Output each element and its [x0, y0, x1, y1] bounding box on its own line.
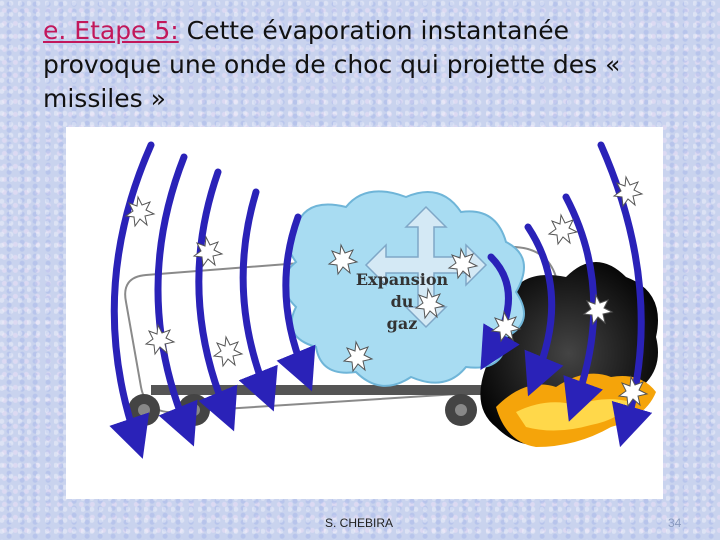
label-du: du [390, 292, 414, 311]
gas-cloud [284, 191, 525, 386]
slide-title [43, 14, 693, 116]
title-text: Cette évaporation instantanée provoque une onde de choc qui projette des « missiles » [43, 16, 621, 113]
explosion-illustration [66, 127, 663, 499]
title-prefix: e. Etape 5: [43, 16, 179, 45]
page-number: 34 [668, 516, 682, 530]
label-gaz: gaz [386, 314, 418, 333]
author-footer: S. CHEBIRA [325, 516, 394, 530]
label-expansion: Expansion [355, 270, 449, 289]
wheel-right-1 [445, 394, 477, 426]
